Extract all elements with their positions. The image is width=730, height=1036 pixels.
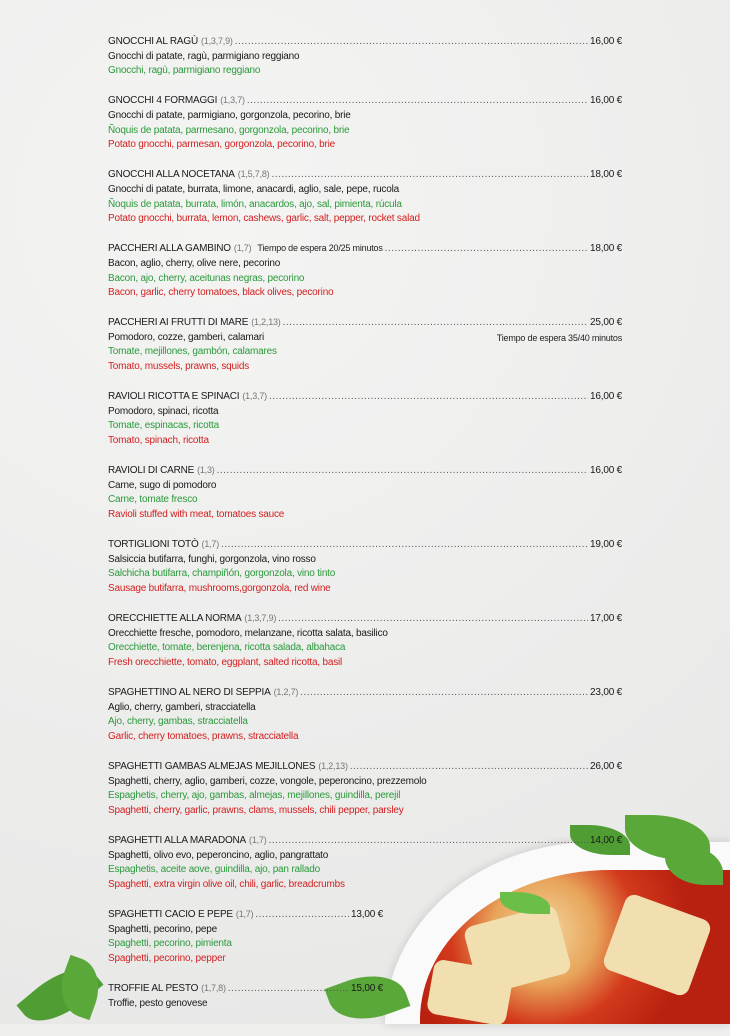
italian-description: Bacon, aglio, cherry, olive nere, pecorino bbox=[108, 257, 281, 269]
item-allergens: (1,3) bbox=[197, 465, 215, 476]
spanish-description: Ñoquis de patata, burrata, limón, anacardos, ajo, sal, pimienta, rúcula bbox=[108, 198, 402, 210]
item-title-row bbox=[108, 537, 622, 553]
item-price: 23,00 € bbox=[590, 687, 622, 699]
spanish-description: Spaghetti, pecorino, pimienta bbox=[108, 938, 232, 950]
item-allergens: (1,3,7,9) bbox=[244, 613, 277, 624]
english-description: Garlic, cherry tomatoes, prawns, stracciatella bbox=[108, 730, 299, 742]
menu-item bbox=[108, 389, 622, 448]
menu-item bbox=[108, 537, 622, 596]
item-price: 26,00 € bbox=[590, 761, 622, 773]
item-price: 19,00 € bbox=[590, 539, 622, 551]
item-title-row bbox=[108, 833, 622, 849]
item-name: RAVIOLI DI CARNE bbox=[108, 465, 195, 477]
item-title-row bbox=[108, 315, 622, 331]
item-title-row bbox=[108, 241, 622, 257]
english-description: Sausage butifarra, mushrooms,gorgonzola, red wine bbox=[108, 582, 331, 594]
spanish-description: Ajo, cherry, gambas, stracciatella bbox=[108, 716, 248, 728]
item-price: 14,00 € bbox=[590, 835, 622, 847]
item-allergens: (1,2,7) bbox=[273, 687, 299, 698]
item-price: 18,00 € bbox=[590, 243, 622, 255]
dot-leader bbox=[283, 316, 588, 331]
english-description: Fresh orecchiette, tomato, eggplant, salted ricotta, basil bbox=[108, 656, 343, 668]
item-price: 17,00 € bbox=[590, 613, 622, 625]
spanish-description: Tomate, espinacas, ricotta bbox=[108, 420, 219, 432]
italian-description: Spaghetti, pecorino, pepe bbox=[108, 923, 217, 935]
dot-leader bbox=[271, 168, 588, 183]
item-allergens: (1,7,8) bbox=[201, 983, 226, 993]
item-name: GNOCCHI AL RAGÙ bbox=[108, 36, 198, 47]
dot-leader bbox=[300, 686, 588, 701]
item-title-row bbox=[108, 389, 622, 405]
spanish-description: Tomate, mejillones, gambón, calamares bbox=[108, 346, 277, 358]
english-description: Bacon, garlic, cherry tomatoes, black olives, pecorino bbox=[108, 287, 334, 299]
item-name: TROFFIE AL PESTO bbox=[108, 983, 199, 994]
menu-item bbox=[108, 167, 622, 226]
item-price: 16,00 € bbox=[590, 465, 622, 477]
item-title-row bbox=[108, 463, 622, 479]
menu-item bbox=[108, 611, 622, 670]
dot-leader bbox=[221, 538, 588, 553]
item-price: 16,00 € bbox=[590, 95, 622, 107]
dot-leader bbox=[269, 390, 588, 405]
menu-item bbox=[108, 463, 622, 522]
wait-time-note: Tiempo de espera 20/25 minutos bbox=[257, 243, 383, 254]
dot-leader bbox=[385, 242, 588, 257]
dot-leader bbox=[235, 35, 588, 50]
english-description: Potato gnocchi, parmesan, gorgonzola, pecorino, brie bbox=[108, 139, 335, 151]
dot-leader bbox=[278, 612, 588, 627]
italian-description: Carne, sugo di pomodoro bbox=[108, 479, 217, 491]
item-price: 16,00 € bbox=[590, 36, 622, 47]
item-title-row bbox=[108, 907, 383, 923]
item-allergens: (1,7) bbox=[249, 835, 267, 846]
item-allergens: (1,7) bbox=[201, 539, 220, 550]
item-name: ORECCHIETTE ALLA NORMA bbox=[108, 613, 242, 625]
menu-item bbox=[108, 241, 622, 300]
item-title-row bbox=[108, 93, 622, 109]
english-description: Spaghetti, cherry, garlic, prawns, clams, mussels, chili pepper, parsley bbox=[108, 804, 404, 816]
item-allergens: (1,7) bbox=[235, 909, 254, 920]
item-allergens: (1,3,7,9) bbox=[200, 36, 233, 46]
item-price: 15,00 € bbox=[351, 983, 383, 994]
spanish-description: Carne, tomate fresco bbox=[108, 494, 198, 506]
menu-list bbox=[108, 34, 622, 1026]
italian-description-row bbox=[108, 331, 622, 346]
dot-leader bbox=[217, 464, 588, 479]
english-description: Spaghetti, extra virgin olive oil, chili, garlic, breadcrumbs bbox=[108, 878, 345, 890]
item-name: RAVIOLI RICOTTA E SPINACI bbox=[108, 391, 240, 403]
menu-item bbox=[108, 759, 622, 818]
spanish-description: Gnocchi, ragù, parmigiano reggiano bbox=[108, 65, 261, 77]
item-allergens: (1,5,7,8) bbox=[237, 169, 270, 180]
spanish-description: Salchicha butifarra, champiñón, gorgonzola, vino tinto bbox=[108, 568, 336, 580]
item-price: 18,00 € bbox=[590, 169, 622, 181]
menu-item bbox=[108, 685, 622, 744]
item-name: TORTIGLIONI TOTÒ bbox=[108, 539, 199, 551]
english-description: Tomato, spinach, ricotta bbox=[108, 435, 209, 447]
menu-item bbox=[108, 981, 622, 1011]
wait-time-note: Tiempo de espera 35/40 minutos bbox=[496, 332, 622, 343]
item-name: GNOCCHI ALLA NOCETANA bbox=[108, 169, 235, 181]
item-title-row bbox=[108, 759, 622, 775]
item-price: 16,00 € bbox=[590, 391, 622, 403]
item-name: GNOCCHI 4 FORMAGGI bbox=[108, 95, 218, 107]
item-price: 13,00 € bbox=[351, 909, 383, 921]
spanish-description: Orecchiette, tomate, berenjena, ricotta salada, albahaca bbox=[108, 642, 346, 654]
item-name: SPAGHETTI CACIO E PEPE bbox=[108, 909, 233, 921]
italian-description: Spaghetti, olivo evo, peperoncino, aglio, pangrattato bbox=[108, 849, 329, 861]
item-name: SPAGHETTINO AL NERO DI SEPPIA bbox=[108, 687, 271, 699]
menu-item bbox=[108, 833, 622, 892]
item-title-row bbox=[108, 685, 622, 701]
dot-leader bbox=[269, 834, 588, 849]
item-name: PACCHERI ALLA GAMBINO bbox=[108, 243, 231, 255]
item-allergens: (1,2,13) bbox=[318, 761, 348, 772]
italian-description: Pomodoro, cozze, gamberi, calamari bbox=[108, 331, 265, 343]
menu-item bbox=[108, 315, 622, 374]
menu-item bbox=[108, 93, 622, 152]
item-price: 25,00 € bbox=[590, 317, 622, 329]
italian-description: Gnocchi di patate, burrata, limone, anacardi, aglio, sale, pepe, rucola bbox=[108, 183, 399, 195]
dot-leader bbox=[247, 94, 588, 109]
english-description: Tomato, mussels, prawns, squids bbox=[108, 361, 250, 373]
english-description: Spaghetti, pecorino, pepper bbox=[108, 952, 226, 964]
italian-description: Salsiccia butifarra, funghi, gorgonzola, vino rosso bbox=[108, 553, 316, 565]
item-allergens: (1,3,7) bbox=[242, 391, 267, 402]
item-title-row bbox=[108, 167, 622, 183]
italian-description: Gnocchi di patate, parmigiano, gorgonzola, pecorino, brie bbox=[108, 109, 351, 121]
spanish-description: Bacon, ajo, cherry, aceitunas negras, pecorino bbox=[108, 272, 305, 284]
item-name: SPAGHETTI GAMBAS ALMEJAS MEJILLONES bbox=[108, 761, 316, 773]
item-name: SPAGHETTI ALLA MARADONA bbox=[108, 835, 247, 847]
item-title-row bbox=[108, 34, 622, 50]
english-description: Potato gnocchi, burrata, lemon, cashews, garlic, salt, pepper, rocket salad bbox=[108, 213, 420, 225]
italian-description: Troffie, pesto genovese bbox=[108, 997, 208, 1009]
item-allergens: (1,3,7) bbox=[220, 95, 245, 106]
italian-description: Spaghetti, cherry, aglio, gamberi, cozze, vongole, peperoncino, prezzemolo bbox=[108, 775, 427, 787]
item-allergens: (1,7) bbox=[233, 243, 252, 254]
item-title-row bbox=[108, 981, 383, 997]
item-title-row bbox=[108, 611, 622, 627]
dot-leader bbox=[228, 982, 349, 997]
item-allergens: (1,2,13) bbox=[251, 317, 281, 328]
italian-description: Pomodoro, spinaci, ricotta bbox=[108, 405, 219, 417]
italian-description: Aglio, cherry, gamberi, stracciatella bbox=[108, 701, 256, 713]
dot-leader bbox=[255, 908, 349, 923]
menu-item bbox=[108, 34, 622, 79]
menu-item bbox=[108, 907, 622, 966]
spanish-description: Espaghetis, aceite aove, guindilla, ajo, pan rallado bbox=[108, 864, 320, 876]
spanish-description: Espaghetis, cherry, ajo, gambas, almejas, mejillones, guindilla, perejil bbox=[108, 790, 401, 802]
dot-leader bbox=[350, 760, 588, 775]
italian-description: Orecchiette fresche, pomodoro, melanzane, ricotta salata, basilico bbox=[108, 627, 388, 639]
italian-description: Gnocchi di patate, ragù, parmigiano reggiano bbox=[108, 50, 300, 62]
english-description: Ravioli stuffed with meat, tomatoes sauce bbox=[108, 509, 285, 520]
item-name: PACCHERI AI FRUTTI DI MARE bbox=[108, 317, 249, 329]
spanish-description: Ñoquis de patata, parmesano, gorgonzola, pecorino, brie bbox=[108, 124, 350, 136]
